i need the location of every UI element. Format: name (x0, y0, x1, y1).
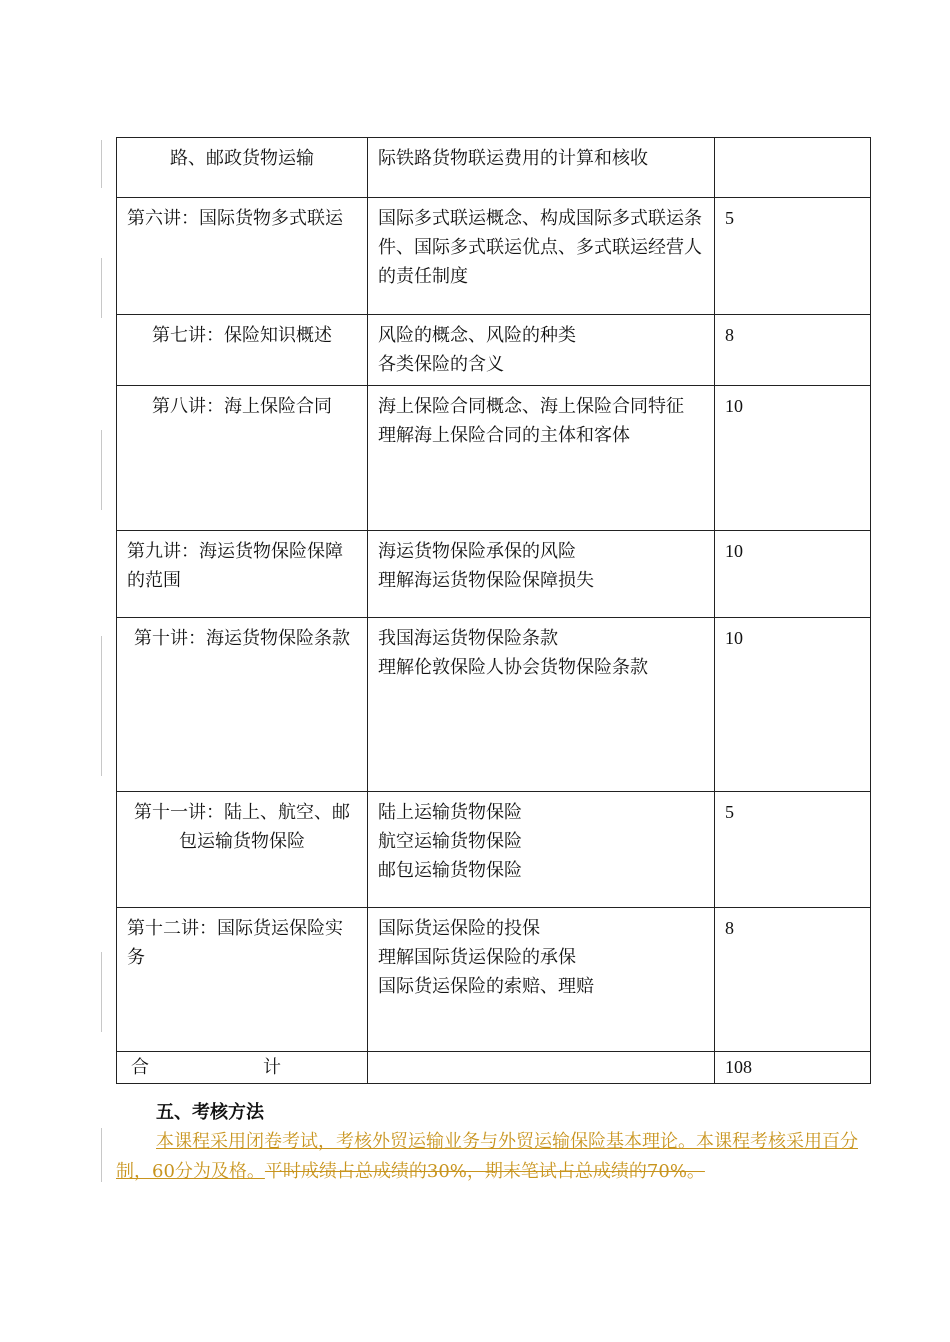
topic-cell: 路、邮政货物运输 (117, 138, 368, 198)
hours-cell: 5 (715, 792, 871, 908)
deleted-text: 平时成绩占总成绩的30%，期末笔试占总成绩的70%。 (264, 1161, 705, 1182)
revision-margin-bar (101, 636, 102, 776)
table-row (117, 386, 871, 531)
table-row (117, 315, 871, 386)
hours-cell: 10 (715, 386, 871, 531)
total-content-cell (368, 1052, 715, 1084)
hours-cell (715, 138, 871, 198)
hours-cell: 8 (715, 908, 871, 1052)
content-cell: 际铁路货物联运费用的计算和核收 (368, 138, 715, 198)
topic-cell: 第十讲：海运货物保险条款 (117, 618, 368, 792)
table-row (117, 618, 871, 792)
inserted-text: 本课程采用闭卷考试，考核外贸运输业务与外贸运输保险基本理论。本课程考核采用百分制，60分为及格。 (116, 1131, 858, 1182)
revision-margin-bar (101, 1128, 102, 1182)
table-row (117, 908, 871, 1052)
topic-cell: 第八讲：海上保险合同 (117, 386, 368, 531)
table-row (117, 792, 871, 908)
content-cell: 国际货运保险的投保 理解国际货运保险的承保 国际货运保险的索赔、理赔 (368, 908, 715, 1052)
revision-margin-bar (101, 952, 102, 1032)
total-row (117, 1052, 871, 1084)
total-hours-cell: 108 (715, 1052, 871, 1084)
topic-cell: 第七讲：保险知识概述 (117, 315, 368, 386)
content-cell: 风险的概念、风险的种类 各类保险的含义 (368, 315, 715, 386)
content-cell: 我国海运货物保险条款 理解伦敦保险人协会货物保险条款 (368, 618, 715, 792)
table-row (117, 138, 871, 198)
topic-cell: 第六讲：国际货物多式联运 (117, 198, 368, 315)
table-row (117, 198, 871, 315)
content-cell: 海运货物保险承保的风险 理解海运货物保险保障损失 (368, 531, 715, 618)
assessment-paragraph (116, 1127, 872, 1187)
table-row (117, 531, 871, 618)
total-label-a: 合 (131, 1057, 149, 1078)
hours-cell: 8 (715, 315, 871, 386)
total-label-b: 计 (263, 1057, 281, 1078)
section-title: 五、考核方法 (156, 1102, 264, 1123)
content-cell: 陆上运输货物保险 航空运输货物保险 邮包运输货物保险 (368, 792, 715, 908)
hours-cell: 10 (715, 618, 871, 792)
total-label-cell (117, 1052, 368, 1084)
hours-cell: 5 (715, 198, 871, 315)
syllabus-table (116, 137, 871, 1084)
revision-margin-bar (101, 430, 102, 510)
topic-cell: 第十一讲：陆上、航空、邮包运输货物保险 (117, 792, 368, 908)
topic-cell: 第十二讲：国际货运保险实务 (117, 908, 368, 1052)
revision-margin-bar (101, 140, 102, 188)
hours-cell: 10 (715, 531, 871, 618)
content-cell: 国际多式联运概念、构成国际多式联运条件、国际多式联运优点、多式联运经营人的责任制度 (368, 198, 715, 315)
topic-cell: 第九讲：海运货物保险保障的范围 (117, 531, 368, 618)
revision-margin-bar (101, 258, 102, 318)
content-cell: 海上保险合同概念、海上保险合同特征 理解海上保险合同的主体和客体 (368, 386, 715, 531)
